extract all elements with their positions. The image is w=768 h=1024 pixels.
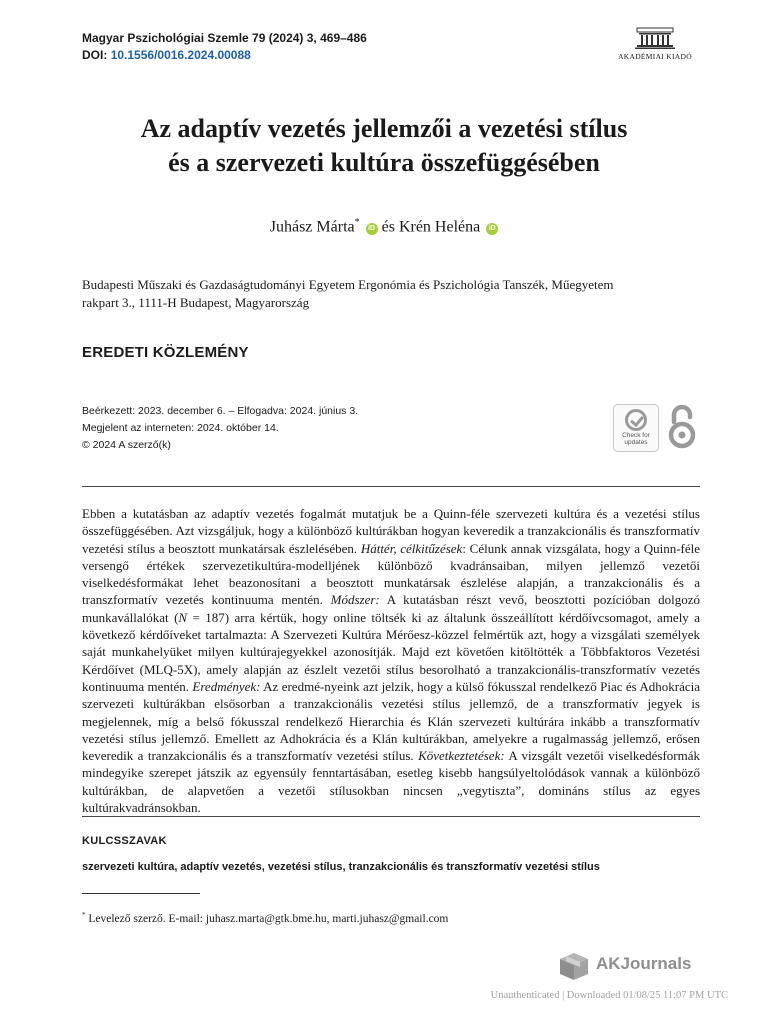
abstract-conclusions: A vizsgált vezetői viselkedésformák mindegyike szerepet játszik az egyensúly fenntartásában, esetleg kisebb hangsúlyeltolódások vannak a különböző kultúrákban, de alapvetően a vezetői stílusokban nincsen „vegytiszta”, domináns stílus az egyes kultúrakvadránsokban. bbox=[82, 748, 700, 816]
download-note: Unauthenticated | Downloaded 01/08/25 11:07 PM UTC bbox=[490, 990, 728, 1001]
abstract-top-rule bbox=[82, 486, 700, 487]
affiliation-line-1: Budapesti Műszaki és Gazdaságtudományi Egyetem Ergonómia és Pszichológia Tanszék, Műegyetem bbox=[82, 277, 614, 292]
publisher-name: AKADÉMIAI KIADÓ bbox=[618, 52, 692, 61]
check-updates-icon bbox=[625, 409, 647, 431]
akjournals-label: AKJournals bbox=[596, 954, 692, 973]
footnote-rule bbox=[82, 893, 200, 894]
sample-size-symbol: N bbox=[178, 609, 188, 625]
orcid-icon[interactable]: iD bbox=[366, 223, 378, 235]
doi-label: DOI: bbox=[82, 48, 108, 62]
doi-line bbox=[82, 47, 367, 64]
check-updates-line-1: Check for bbox=[622, 432, 650, 439]
journal-citation: Magyar Pszichológiai Szemle 79 (2024) 3, 469–486 bbox=[82, 31, 367, 45]
published-online: Megjelent az interneten: 2024. október 14. bbox=[82, 422, 279, 434]
copyright: © 2024 A szerző(k) bbox=[82, 439, 171, 451]
article-type: EREDETI KÖZLEMÉNY bbox=[82, 344, 249, 361]
affiliation bbox=[82, 276, 686, 312]
corresponding-mark: * bbox=[354, 217, 360, 228]
received-accepted: Beérkezett: 2023. december 6. – Elfogadva: 2024. június 3. bbox=[82, 405, 359, 417]
abstract-heading-method: Módszer: bbox=[330, 592, 380, 608]
author-connector: és bbox=[381, 218, 395, 236]
footnote-mark: * bbox=[82, 911, 86, 919]
abstract-heading-conclusions: Következtetések: bbox=[418, 748, 505, 764]
abstract-bottom-rule bbox=[82, 816, 700, 817]
abstract-method-b: = 187) arra kértük, hogy online töltsék ki az általunk összeállított kérdőívcsomagot, amely a következő kérdőíveket tartalmazta: A Szervezeti Kultúra Mérőesz-közzel felmértük azt, hogy a vizsgálati személyek saját munkahelyüket milyen kultúrajegyekkel azonosítják. Majd ezt követően kitöltötték a Többfaktoros Vezetési Kérdőívet (MLQ-5X), amely alapján az észlelt vezetői stílus besorolható a tranzakcionális-transzformatív vezetés kontinuuma mentén. bbox=[82, 609, 701, 694]
open-access-icon bbox=[665, 404, 699, 450]
keywords-list: szervezeti kultúra, adaptív vezetés, vezetési stílus, tranzakcionális és transzformatív vezetési stílus bbox=[82, 861, 600, 873]
journal-header bbox=[82, 30, 367, 64]
check-for-updates-button[interactable] bbox=[613, 404, 659, 452]
author-1[interactable]: Juhász Márta bbox=[269, 218, 355, 236]
abstract-method-a: A kutatásban részt vevő, beosztotti pozícióban dolgozó munkavállalókat ( bbox=[82, 592, 700, 625]
article-title bbox=[82, 112, 686, 180]
abstract bbox=[82, 505, 700, 816]
publication-dates bbox=[82, 403, 358, 454]
author-2[interactable]: Krén Heléna bbox=[398, 218, 481, 236]
doi-link[interactable]: 10.1556/0016.2024.00088 bbox=[110, 48, 251, 62]
academy-building-icon bbox=[635, 26, 675, 50]
orcid-icon[interactable]: iD bbox=[486, 223, 498, 235]
keywords-heading: KULCSSZAVAK bbox=[82, 835, 167, 847]
abstract-heading-background: Háttér, célkitűzések bbox=[360, 540, 463, 556]
affiliation-line-2: rakpart 3., 1111-H Budapest, Magyarország bbox=[82, 295, 310, 310]
akjournals-box-icon bbox=[556, 949, 592, 983]
author-list bbox=[82, 217, 686, 236]
abstract-intro: Ebben a kutatásban az adaptív vezetés fogalmát mutatjuk be a Quinn-féle szervezeti kultúra és a vezetési stílus összefüggésében. Azt vizsgáljuk, hogy a különböző kultúrákban hogyan keveredik a tranzakcionális és transzformatív vezetési stílus a beosztott munkatársak észlelésében. bbox=[82, 506, 700, 556]
abstract-background: : Célunk annak vizsgálata, hogy a Quinn-féle versengő értékek szervezetikultúra-modelljének különböző kvadránsaiban, milyen jellemző vezetői viselkedésformákat lehet beazonosítani a beosztott munkatársak észlelése alapján, a tranzakcionális és a transzformatív vezetés kontinuuma mentén. bbox=[82, 540, 701, 608]
footnote bbox=[82, 911, 448, 925]
footnote-text: Levelező szerző. E-mail: juhasz.marta@gtk.bme.hu, marti.juhasz@gmail.com bbox=[85, 912, 449, 925]
abstract-results: Az eredmé-nyeink azt jelzik, hogy a külső fókusszal rendelkező Piac és Adhokrácia szervezeti kultúrákban elsősorban a tranzakcionális vezetési stílus jellemző, de a transzformatív jegyek is megjelennek, míg a belső fókusszal rendelkező Hierarchia és Klán szervezeti kultúrára inkább a transzformatív vezetési stílus jellemző. Emellett az Adhokrácia és a Klán kultúrákban, amelyekre a rugalmasság jellemző, erősen keveredik a tranzakcionális és a transzformatív vezetési stílus. bbox=[82, 678, 701, 764]
title-line-1: Az adaptív vezetés jellemzői a vezetési stílus bbox=[140, 114, 628, 143]
check-updates-line-2: updates bbox=[624, 439, 648, 446]
title-line-2: és a szervezeti kultúra összefüggésében bbox=[168, 148, 600, 177]
publisher-logo bbox=[610, 26, 700, 61]
akjournals-logo bbox=[556, 949, 692, 988]
abstract-heading-results: Eredmények: bbox=[192, 678, 261, 694]
